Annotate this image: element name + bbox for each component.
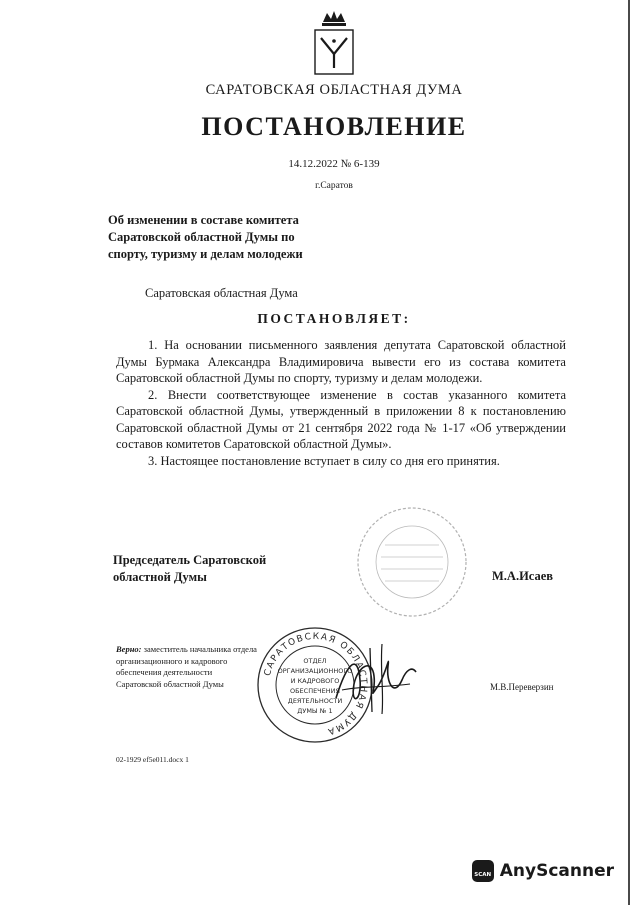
stamp-ring-text: САРАТОВСКАЯ ОБЛАСТНАЯ ДУМА xyxy=(262,631,369,737)
verification-line: Саратовской областной Думы xyxy=(116,678,224,689)
verification-text: заместитель начальника отдела xyxy=(143,644,257,654)
intro-text: Саратовская областная Дума xyxy=(145,286,298,300)
subject-line: спорту, туризму и делам молодежи xyxy=(108,247,303,261)
stamp-center-text: ОБЕСПЕЧЕНИЯ xyxy=(289,687,341,695)
verification-line: организационного и кадрового xyxy=(116,655,228,666)
paragraph: 3. Настоящее постановление вступает в силу со дня его принятия. xyxy=(148,453,500,468)
stamp-center-text: ДУМЫ № 1 xyxy=(297,707,333,715)
stamp-center-text: ДЕЯТЕЛЬНОСТИ xyxy=(287,697,343,705)
subject-block xyxy=(108,212,348,263)
paragraph: 1. На основании письменного заявления депутата Саратовской областной Думы Бурмака Александра Владимировича вывести его из состава комитета Саратовской областной Думы по спорту, туризму и делам молодежи. xyxy=(116,338,566,385)
document-title: ПОСТАНОВЛЕНИЕ xyxy=(201,112,467,141)
stamp-center-text: ОТДЕЛ xyxy=(303,657,327,665)
city: г.Саратов xyxy=(315,181,353,191)
scanner-watermark xyxy=(472,860,614,882)
round-seal-icon xyxy=(355,505,470,620)
handwritten-signature-icon xyxy=(330,640,420,720)
verification-line: обеспечения деятельности xyxy=(116,667,213,677)
resolves-heading: ПОСТАНОВЛЯЕТ: xyxy=(257,311,411,326)
scanner-app-name: AnyScanner xyxy=(499,861,614,881)
signatory-title-line: Председатель Саратовской xyxy=(113,553,267,567)
paragraph: 2. Внести соответствующее изменение в состав указанного комитета Саратовской областной Думы, утвержденный в приложении 8 к постановлению Саратовской областной Думы от 21 сентября 2022 года № 1-17 «Об утверждении составов комитетов Саратовской областной Думы». xyxy=(116,387,566,451)
verifier-name: М.В.Переверзин xyxy=(490,682,554,692)
scanner-logo-icon: SCAN xyxy=(472,860,494,882)
subject-line: Саратовской областной Думы по xyxy=(108,230,295,244)
stamp-center-text: ОРГАНИЗАЦИОННОГО xyxy=(277,667,353,675)
coat-of-arms-icon xyxy=(311,10,357,76)
signatory-title-line: областной Думы xyxy=(113,570,207,584)
resolution-body xyxy=(116,337,566,469)
date-number: 14.12.2022 № 6-139 xyxy=(288,158,380,170)
verification-lead: Верно: xyxy=(116,644,142,654)
signatory-title xyxy=(113,552,333,586)
subject-line: Об изменении в составе комитета xyxy=(108,213,299,227)
signatory-name: М.А.Исаев xyxy=(492,569,554,583)
organization-name: САРАТОВСКАЯ ОБЛАСТНАЯ ДУМА xyxy=(205,82,463,98)
footer-code: 02-1929 ef5e011.docx 1 xyxy=(116,755,189,764)
stamp-center-text: И КАДРОВОГО xyxy=(290,677,340,685)
